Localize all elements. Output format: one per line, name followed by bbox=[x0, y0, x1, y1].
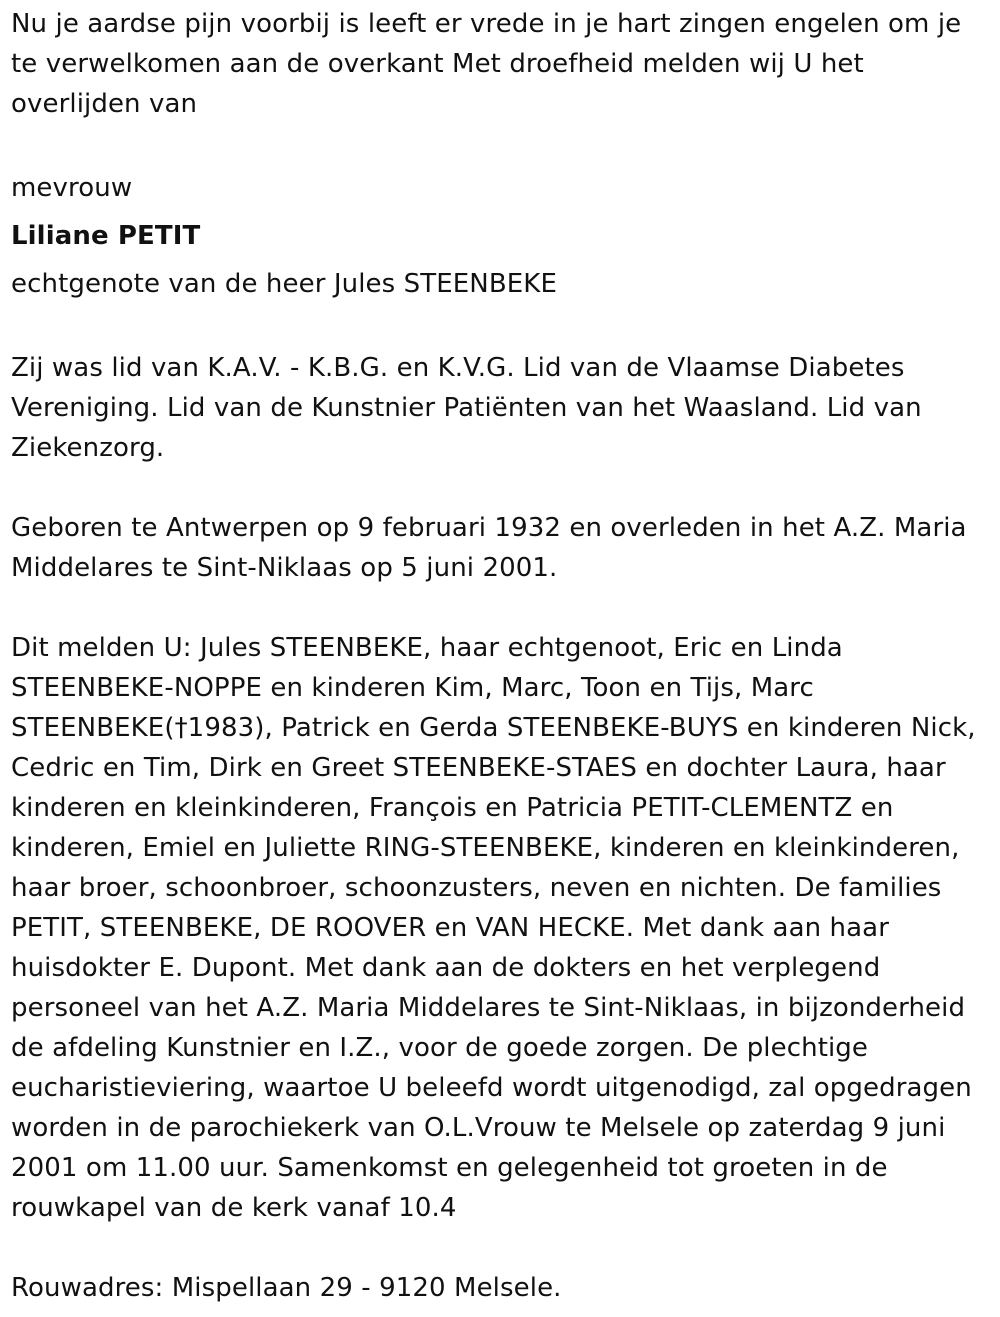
birth-death-paragraph: Geboren te Antwerpen op 9 februari 1932 en overleden in het A.Z. Maria Middelares te Sint-Niklaas op 5 juni 2001. bbox=[11, 513, 967, 583]
spacer bbox=[11, 468, 993, 508]
family-service-paragraph: Dit melden U: Jules STEENBEKE, haar echtgenoot, Eric en Linda STEENBEKE-NOPPE en kinderen Kim, Marc, Toon en Tijs, Marc STEENBEKE(†1983), Patrick en Gerda STEENBEKE-BUYS en kinderen Nick, Cedric en Tim, Dirk en Greet STEENBEKE-STAES en dochter Laura, haar kinderen en kleinkinderen, François en Patricia PETIT-CLEMENTZ en kinderen, Emiel en Juliette RING-STEENBEKE, kinderen en kleinkinderen, haar broer, schoonbroer, schoonzusters, neven en nichten. De families PETIT, STEENBEKE, DE ROOVER en VAN HECKE. Met dank aan haar huisdokter E. Dupont. Met dank aan de dokters en het verplegend personeel van het A.Z. Maria Middelares te Sint-Niklaas, in bijzonderheid de afdeling Kunstnier en I.Z., voor de goede zorgen. De plechtige eucharistieviering, waartoe U beleefd wordt uitgenodigd, zal opgedragen worden in de parochiekerk van O.L.Vrouw te Melsele op zaterdag 9 juni 2001 om 11.00 uur. Samenkomst en gelegenheid tot groeten in de rouwkapel van de kerk vanaf 10.4 bbox=[11, 633, 976, 1223]
spacer bbox=[11, 1228, 993, 1268]
spacer bbox=[11, 308, 993, 348]
obituary-notice bbox=[11, 4, 993, 1308]
spouse-line: echtgenote van de heer Jules STEENBEKE bbox=[11, 269, 557, 299]
intro-paragraph: Nu je aardse pijn voorbij is leeft er vrede in je hart zingen engelen om je te verwelkomen aan de overkant Met droefheid melden wij U het overlijden van bbox=[11, 9, 962, 119]
memberships-paragraph: Zij was lid van K.A.V. - K.B.G. en K.V.G. Lid van de Vlaamse Diabetes Vereniging. Lid van de Kunstnier Patiënten van het Waasland. Lid van Ziekenzorg. bbox=[11, 353, 922, 463]
address-line: Rouwadres: Mispellaan 29 - 9120 Melsele. bbox=[11, 1273, 562, 1303]
spacer bbox=[11, 588, 993, 628]
deceased-name: Liliane PETIT bbox=[11, 221, 201, 251]
salutation: mevrouw bbox=[11, 173, 133, 203]
spacer bbox=[11, 124, 993, 164]
